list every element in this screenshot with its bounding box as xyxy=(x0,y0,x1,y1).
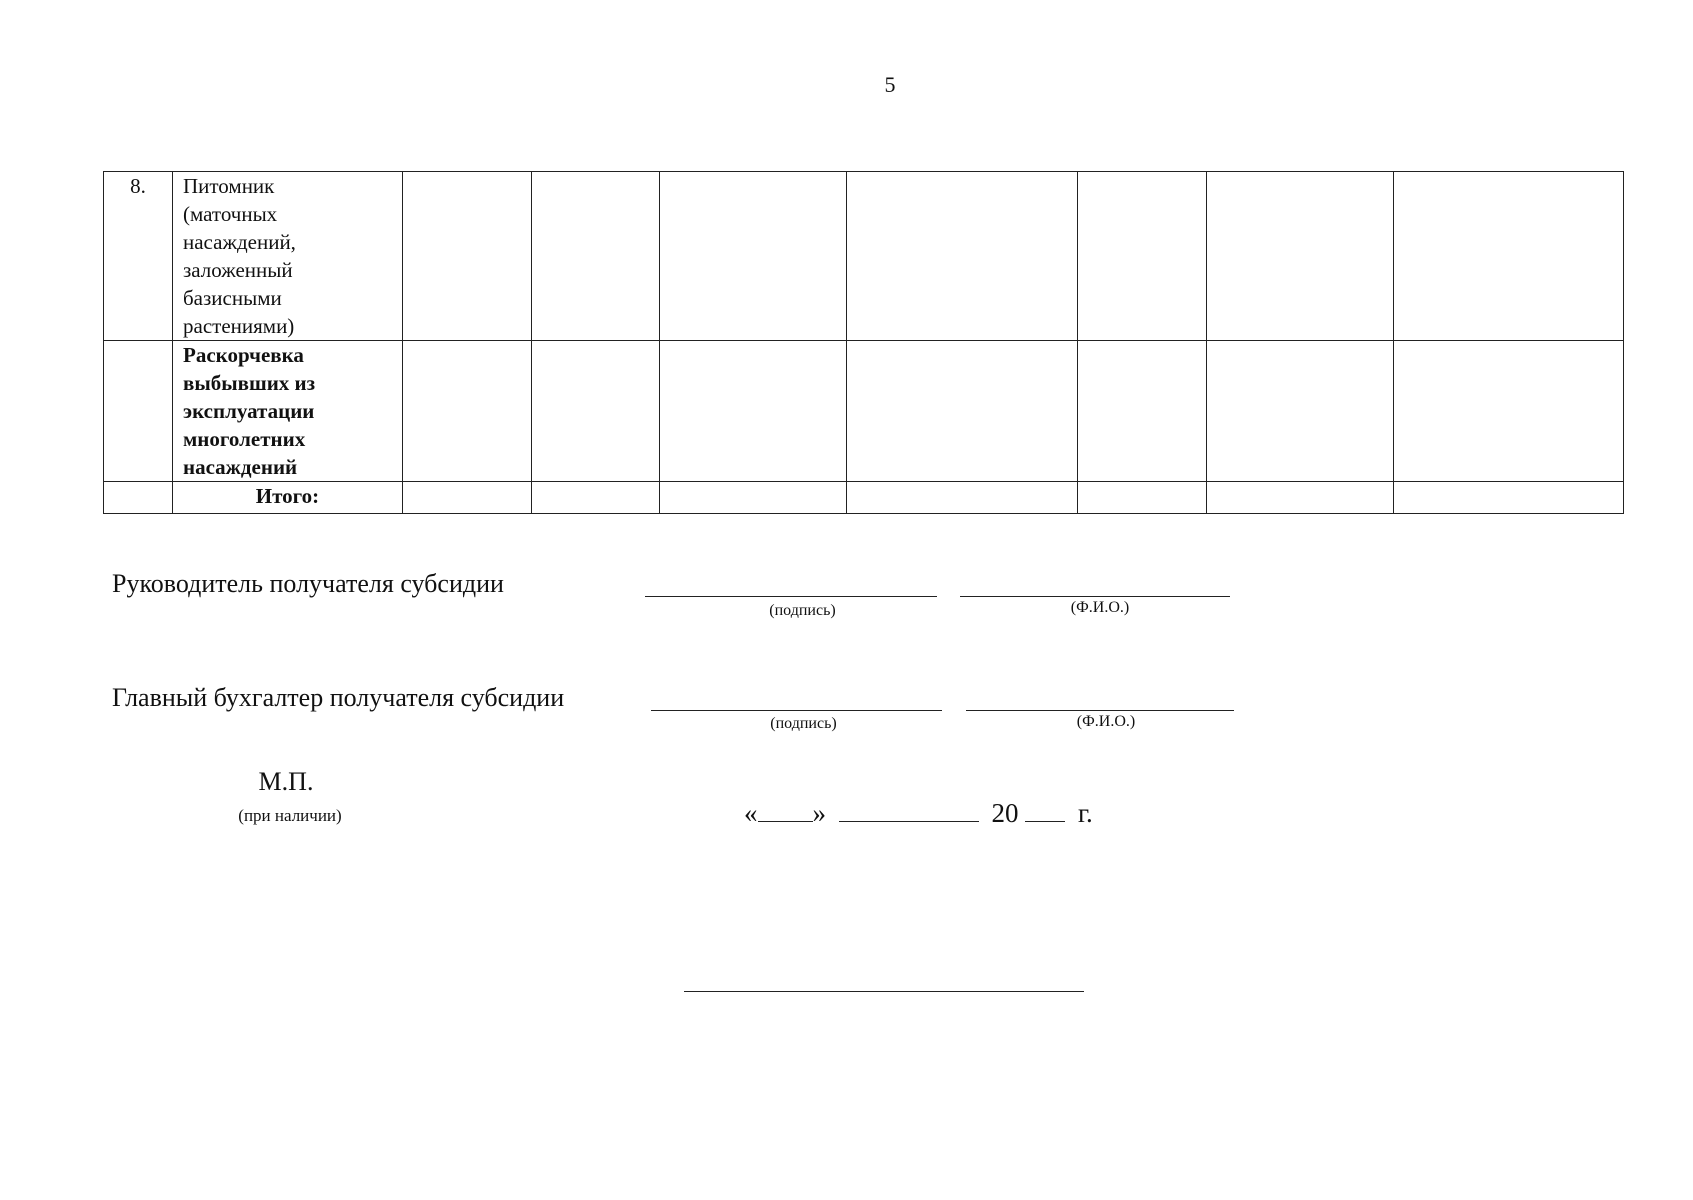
accountant-fio-line[interactable] xyxy=(966,710,1234,711)
date-year-blank[interactable] xyxy=(1025,795,1065,822)
total-cell[interactable] xyxy=(1078,482,1207,514)
head-fio-line[interactable] xyxy=(960,596,1230,597)
value-cell[interactable] xyxy=(532,341,660,482)
head-signature-line[interactable] xyxy=(645,596,937,597)
row-name-line: эксплуатации xyxy=(183,399,315,423)
value-cell[interactable] xyxy=(660,341,847,482)
row-name-line: Раскорчевка xyxy=(183,343,304,367)
head-label: Руководитель получателя субсидии xyxy=(112,569,504,598)
row-name-line: (маточных xyxy=(183,202,278,226)
row-name-cell xyxy=(173,341,403,482)
row-name-line: растениями) xyxy=(183,314,295,338)
accountant-signature-caption: (подпись) xyxy=(770,715,837,732)
value-cell[interactable] xyxy=(660,172,847,341)
value-cell[interactable] xyxy=(1078,341,1207,482)
value-cell[interactable] xyxy=(403,172,532,341)
table-row-total xyxy=(104,482,1624,514)
accountant-signature-line[interactable] xyxy=(651,710,942,711)
row-name-line: заложенный xyxy=(183,258,293,282)
value-cell[interactable] xyxy=(1394,341,1624,482)
row-number-cell xyxy=(104,341,173,482)
row-name-line: многолетних xyxy=(183,427,306,451)
value-cell[interactable] xyxy=(847,172,1078,341)
accountant-fio-caption: (Ф.И.О.) xyxy=(1076,713,1136,730)
date-month-blank[interactable] xyxy=(839,795,979,822)
head-signature-caption: (подпись) xyxy=(769,602,836,619)
value-cell[interactable] xyxy=(1207,341,1394,482)
total-cell[interactable] xyxy=(847,482,1078,514)
value-cell[interactable] xyxy=(847,341,1078,482)
row-number-cell: 8. xyxy=(104,172,173,341)
stamp-label: М.П. xyxy=(258,767,314,796)
total-label: Итого: xyxy=(173,482,403,514)
value-cell[interactable] xyxy=(1078,172,1207,341)
value-cell[interactable] xyxy=(532,172,660,341)
page-number: 5 xyxy=(884,72,896,97)
head-fio-caption: (Ф.И.О.) xyxy=(1070,599,1130,616)
value-cell[interactable] xyxy=(1394,172,1624,341)
row-name-line: выбывших из xyxy=(183,371,316,395)
data-table xyxy=(103,171,1624,514)
date-close-quote: » xyxy=(812,798,826,828)
date-year-prefix: 20 xyxy=(991,798,1019,828)
stamp-note: (при наличии) xyxy=(238,806,342,825)
row-name-line: насаждений xyxy=(183,455,298,479)
row-name-cell xyxy=(173,172,403,341)
total-cell[interactable] xyxy=(660,482,847,514)
table-row-nursery xyxy=(104,172,1624,341)
row-name-line: насаждений, xyxy=(183,230,296,254)
value-cell[interactable] xyxy=(403,341,532,482)
date-open-quote: « xyxy=(744,798,758,828)
row-number-cell xyxy=(104,482,173,514)
date-line xyxy=(744,795,1093,829)
total-cell[interactable] xyxy=(1207,482,1394,514)
accountant-label: Главный бухгалтер получателя субсидии xyxy=(112,683,565,712)
total-cell[interactable] xyxy=(532,482,660,514)
table-row-uprooting xyxy=(104,341,1624,482)
row-name-line: Питомник xyxy=(183,174,275,198)
value-cell[interactable] xyxy=(1207,172,1394,341)
total-cell[interactable] xyxy=(1394,482,1624,514)
bottom-separator xyxy=(684,991,1084,992)
total-cell[interactable] xyxy=(403,482,532,514)
row-name-line: базисными xyxy=(183,286,282,310)
date-day-blank[interactable] xyxy=(758,795,813,822)
date-year-suffix: г. xyxy=(1078,798,1093,828)
